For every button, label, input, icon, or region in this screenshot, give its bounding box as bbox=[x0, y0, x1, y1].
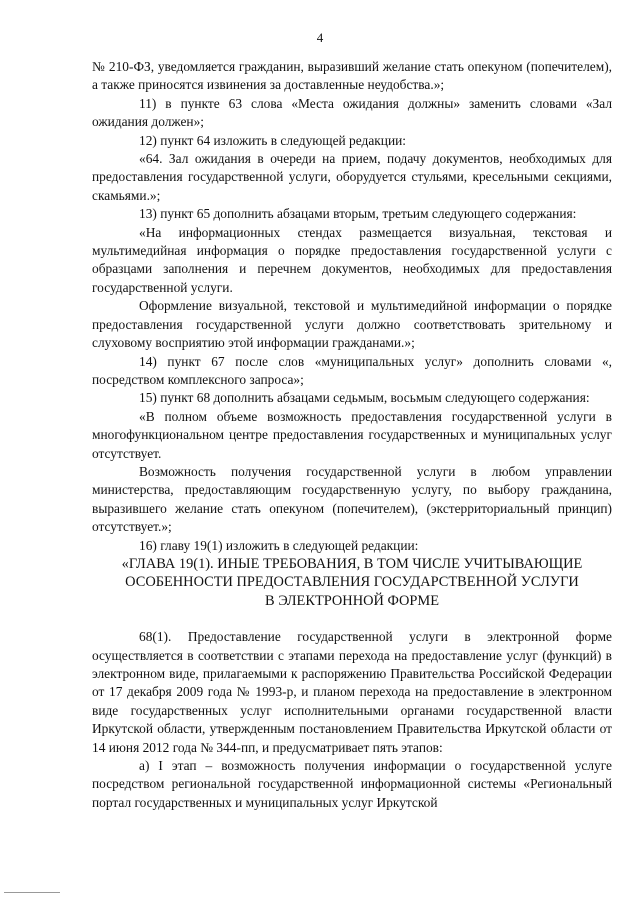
section-spacer bbox=[92, 610, 612, 628]
document-body bbox=[92, 58, 612, 812]
paragraph-item-11: 11) в пункте 63 слова «Места ожидания должны» заменить словами «Зал ожидания должен»; bbox=[92, 95, 612, 130]
paragraph-item-14: 14) пункт 67 после слов «муниципальных услуг» дополнить словами «, посредством комплексного запроса»; bbox=[92, 353, 612, 387]
chapter-heading-line-1: «ГЛАВА 19(1). ИНЫЕ ТРЕБОВАНИЯ, В ТОМ ЧИСЛЕ УЧИТЫВАЮЩИЕ bbox=[121, 555, 583, 572]
paragraph-stage-1: а) I этап – возможность получения информации о государственной услуге посредством региональной государственной информационной системы «Региональный портал государственных и муниципальных услуг Иркутской bbox=[92, 758, 612, 810]
paragraph-item-16: 16) главу 19(1) изложить в следующей редакции: bbox=[139, 537, 419, 553]
page-number: 4 bbox=[316, 30, 324, 45]
paragraph-quote-stands: «На информационных стендах размещается визуальная, текстовая и мультимедийная информация о порядке предоставления государственной услуги с образцами заполнения и перечнем документов, необходимых для предоставления государственной услуги. bbox=[92, 224, 612, 295]
chapter-heading-line-3: В ЭЛЕКТРОННОЙ ФОРМЕ bbox=[265, 592, 439, 609]
paragraph-continuation: № 210-ФЗ, уведомляется гражданин, выразивший желание стать опекуном (попечителем), а также приносятся извинения за доставленные неудобства.»; bbox=[92, 59, 612, 93]
paragraph-item-13: 13) пункт 65 дополнить абзацами вторым, третьим следующего содержания: bbox=[139, 206, 577, 222]
footer-divider bbox=[4, 892, 60, 893]
paragraph-item-15: 15) пункт 68 дополнить абзацами седьмым, восьмым следующего содержания: bbox=[139, 390, 590, 406]
paragraph-design: Оформление визуальной, текстовой и мультимедийной информации о порядке предоставления государственной услуги должно соответствовать зрительному и слуховому восприятию этой информации гражданами.»; bbox=[92, 298, 612, 351]
paragraph-quote-64: «64. Зал ожидания в очереди на прием, подачу документов, необходимых для предоставления государственной услуги, оборудуется стульями, кресельными секциями, скамьями.»; bbox=[92, 151, 612, 203]
paragraph-quote-mfc: «В полном объеме возможность предоставления государственной услуги в многофункциональном центре предоставления государственных и муниципальных услуг отсутствует. bbox=[92, 408, 612, 461]
paragraph-item-12: 12) пункт 64 изложить в следующей редакции: bbox=[139, 132, 407, 148]
chapter-heading-line-2: ОСОБЕННОСТИ ПРЕДОСТАВЛЕНИЯ ГОСУДАРСТВЕННОЙ УСЛУГИ bbox=[125, 574, 579, 591]
paragraph-68-1: 68(1). Предоставление государственной услуги в электронной форме осуществляется в соответствии с этапами перехода на предоставление услуг (функций) в электронном виде, прилагаемыми к распоряжению Правительства Российской Федерации от 17 декабря 2009 года № 1993-р, и планом перехода на предоставление в электронном виде государственных услуг исполнительными органами государственной власти Иркутской области, утвержденным постановлением Правительства Иркутской области от 14 июня 2012 года № 344-пп, и предусматривает пять этапов: bbox=[92, 629, 612, 755]
paragraph-extraterritorial: Возможность получения государственной услуги в любом управлении министерства, предоставляющим государственную услугу, по выбору гражданина, выразившего желание стать опекуном (попечителем), (экстерриториальный принцип) отсутствует.»; bbox=[92, 463, 612, 535]
